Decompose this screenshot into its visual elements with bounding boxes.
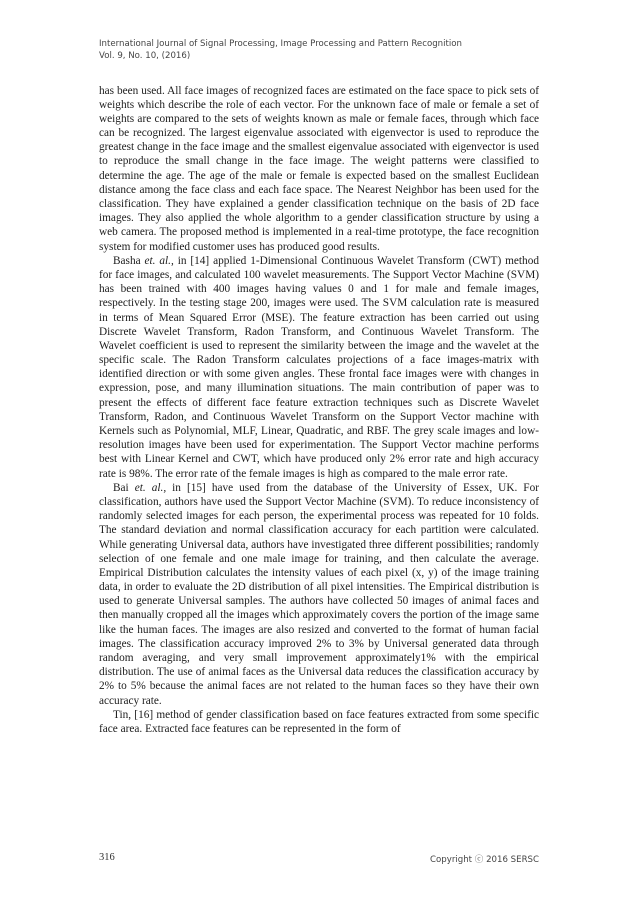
- article-body: [99, 84, 539, 737]
- volume-info: Vol. 9, No. 10, (2016): [99, 51, 191, 61]
- paragraph-tin: Tin, [16] method of gender classification based on face features extracted from some specific face area. Extracted face features can be represented in the form of: [99, 708, 539, 735]
- journal-title: International Journal of Signal Processing, Image Processing and Pattern Recognition: [99, 39, 462, 49]
- author-name: Basha: [113, 254, 145, 267]
- running-header: [99, 38, 539, 62]
- page-footer: [99, 852, 539, 866]
- et-al: et. al.,: [144, 254, 174, 267]
- paragraph-continuation: has been used. All face images of recognized faces are estimated on the face space to pick sets of weights which describe the role of each vector. For the unknown face of male or female a set of weights are compared to the sets of weights known as male or female faces, through which face can be recognized. The largest eigenvalue associated with eigenvector is used to reproduce the greatest change in the face image and the smallest eigenvalue associated with eigenvector is used to reproduce the small change in the face image. The weight patterns were classified to determine the age. The age of the male or female is expected based on the smallest Euclidean distance among the face class and each face space. The Nearest Neighbor has been used for the classification. They have explained a gender classification technique on the basis of 2D face images. They also applied the whole algorithm to a gender classification structure by using a web camera. The proposed method is implemented in a real-time prototype, the face recognition system for modified customer uses has produced good results.: [99, 84, 539, 253]
- paragraph-text: in [15] have used from the database of the University of Essex, UK. For classification, authors have used the Support Vector Machine (SVM). To reduce inconsistency of randomly selected images for each person, the experimental process was repeated for 10 folds. The standard deviation and normal classification accuracy for each partition were calculated. While generating Universal data, authors have investigated three different possibilities; randomly selection of one female and one male image for training, and then calculate the average. Empirical Distribution calculates the intensity values of each pixel (x, y) of the image training data, in order to evaluate the 2D distribution of all pixel intensities. The Empirical distribution is used to generate Universal samples. The authors have collected 50 images of animal faces and then manually cropped all the images which approximately covers the portion of the image same like the human faces. The images are also resized and converted to the format of human facial images. The classification accuracy improved 2% to 3% by Universal generated data through random averaging, and very small improvement approximately1% with the empirical distribution. The use of animal faces as the Universal data reduces the classification accuracy by 2% to 5% because the animal faces are not related to the human faces so they have their own accuracy rate.: [99, 481, 540, 707]
- et-al: et. al.,: [134, 481, 167, 494]
- paragraph-bai: [99, 481, 539, 708]
- paragraph-text: in [14] applied 1-Dimensional Continuous Wavelet Transform (CWT) method for face images, and calculated 100 wavelet measurements. The Support Vector Machine (SVM) has been trained with 400 images having values 0 and 1 for male and female images, respectively. In the testing stage 200, images were used. The SVM calculation rate is measured in terms of Mean Squared Error (MSE). The feature extraction has been carried out using Discrete Wavelet Transform, Radon Transform, and Continuous Wavelet Transform. The Wavelet coefficient is used to represent the similarity between the image and the wavelet at the specific scale. The Radon Transform calculates projections of a face images-matrix with identified direction or with some given angles. These frontal face images were with changes in expression, pose, and many illumination situations. The main contribution of paper was to present the effects of different face feature extraction techniques such as Discrete Wavelet Transform, Radon, and Continuous Wavelet Transform on the Support Vector machine with Kernels such as Polynomial, MLF, Linear, Quadratic, and RBF. The grey scale images and low-resolution images have been used for experimentation. The Support Vector machine performs best with Linear Kernel and CWT, which have produced only 2% error rate and high accuracy rate is 98%. The error rate of the female images is high as compared to the male error rate.: [99, 254, 539, 480]
- paragraph-basha: [99, 254, 539, 481]
- author-name: Bai: [113, 481, 135, 494]
- page-number: 316: [99, 852, 115, 863]
- copyright-notice: Copyright ⓒ 2016 SERSC: [430, 855, 539, 865]
